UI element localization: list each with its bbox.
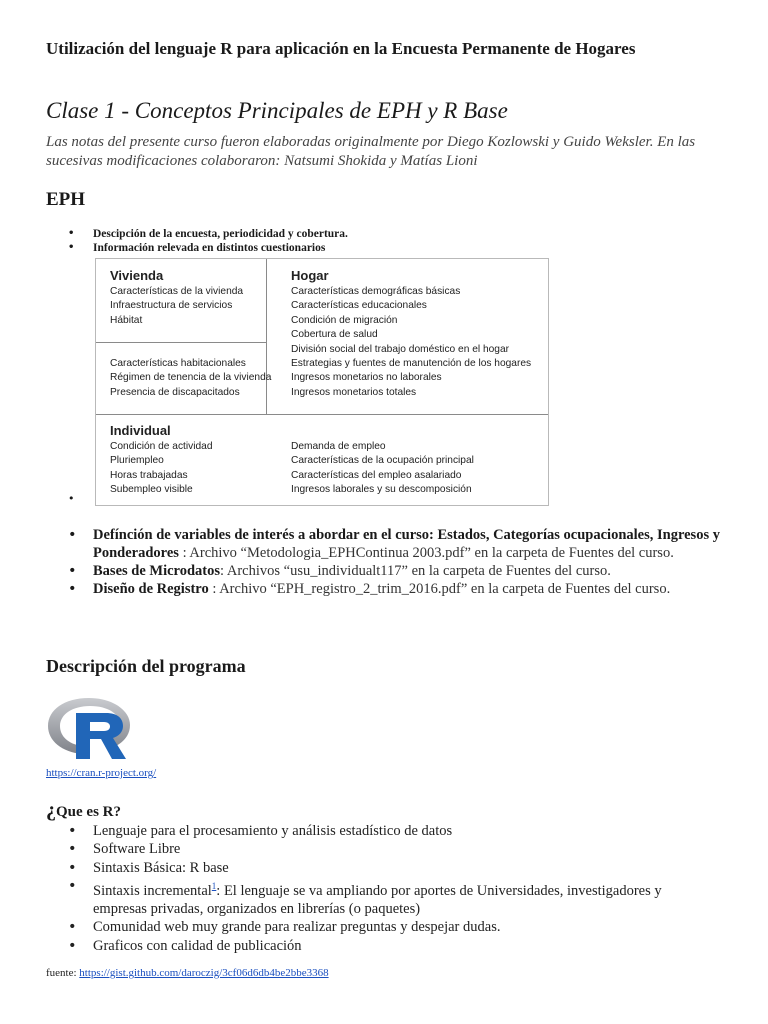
list-item-bold: Defínción de variables de interés a abordar en el curso: Estados, Categorías ocupacionales, Ingresos y Ponderadores	[93, 527, 720, 561]
questionnaire-figure	[95, 258, 549, 506]
list-item-text: Graficos con calidad de publicación	[93, 937, 302, 954]
vivienda-hogar-items	[110, 357, 271, 400]
figure-item: Características del empleo asalariado	[291, 469, 462, 481]
r-logo-icon	[46, 695, 132, 761]
list-item	[68, 937, 708, 955]
list-item-text: Lenguaje para el procesamiento y análisis estadístico de datos	[93, 823, 453, 839]
list-item	[68, 918, 708, 936]
individual-header: Individual	[110, 423, 171, 438]
list-item-bold: Descipción de la encuesta, periodicidad y cobertura	[93, 228, 346, 240]
figure-item: Condición de actividad	[110, 441, 213, 452]
figure-item: Presencia de discapacitados	[110, 386, 240, 398]
list-item-text: : El lenguaje se va ampliando por aportes de Universidades, investigadores y empresas privadas, organizados en librerías (o paquetes)	[93, 882, 662, 918]
figure-item: División social del trabajo doméstico en el hogar	[291, 343, 510, 355]
figure-item: Estrategias y fuentes de manutención de los hogares	[291, 358, 532, 370]
que-es-r-heading	[46, 800, 121, 822]
list-item-text: : Archivo “Metodologia_EPHContinua 2003.pdf” en la carpeta de Fuentes del curso.	[178, 545, 674, 561]
list-item-text: Comunidad web muy grande para realizar preguntas y despejar dudas.	[93, 919, 501, 936]
figure-item: Condición de migración	[291, 314, 398, 326]
list-item-bold: Información relevada en distintos cuestionarios	[93, 242, 326, 254]
list-item	[68, 227, 708, 241]
vivienda-items	[110, 285, 243, 328]
question-mark: ¿	[46, 799, 56, 821]
individual-items-right	[291, 440, 474, 498]
figure-item: Características de la ocupación principal	[291, 455, 474, 467]
source-link[interactable]: https://gist.github.com/daroczig/3cf06d6db4be2bbe3368	[79, 967, 329, 979]
document-title: Utilización del lenguaje R para aplicación en la Encuesta Permanente de Hogares	[46, 39, 636, 58]
figure-item: Ingresos monetarios totales	[291, 386, 417, 398]
list-item-bold: Diseño de Registro	[93, 581, 209, 597]
figure-item: Cobertura de salud	[291, 329, 378, 341]
individual-items-left	[110, 440, 213, 498]
list-item-text: .	[345, 228, 348, 240]
cran-link[interactable]: https://cran.r-project.org/	[46, 767, 157, 779]
list-item-text: Sintaxis Básica: R base	[93, 859, 229, 876]
figure-item: Ingresos laborales y su descomposición	[291, 484, 472, 496]
eph-main-list	[68, 526, 728, 598]
list-item	[68, 822, 708, 840]
source-line	[46, 967, 329, 979]
figure-item: Características de la vivienda	[110, 286, 244, 297]
list-item	[68, 859, 708, 877]
class-title: Clase 1 - Conceptos Principales de EPH y R Base	[46, 98, 508, 123]
figure-item: Infraestructura de servicios	[110, 300, 233, 312]
list-item	[68, 562, 728, 580]
divider	[96, 414, 548, 415]
section-heading-eph: EPH	[46, 189, 86, 210]
vivienda-header: Vivienda	[110, 268, 164, 283]
list-item	[68, 877, 708, 918]
credits-note: Las notas del presente curso fueron elaboradas originalmente por Diego Kozlowski y Guido Weksler. En las sucesivas modificaciones colaboraron: Natsumi Shokida y Matías Lioni	[46, 134, 696, 169]
figure-item: Pluriempleo	[110, 455, 164, 467]
figure-item: Características habitacionales	[110, 358, 246, 369]
figure-item: Horas trabajadas	[110, 469, 188, 481]
list-item	[68, 526, 728, 562]
eph-small-list	[68, 227, 708, 255]
que-es-r-list	[68, 822, 708, 955]
list-item-text: Software Libre	[93, 841, 181, 858]
empty-bullet: •	[68, 492, 75, 505]
figure-item: Hábitat	[110, 314, 143, 326]
list-item-text: Sintaxis incremental	[93, 882, 212, 899]
list-item	[68, 241, 708, 255]
list-item-text: : Archivo “EPH_registro_2_trim_2016.pdf” en la carpeta de Fuentes del curso.	[208, 581, 671, 597]
list-item	[68, 580, 728, 598]
source-label: fuente:	[46, 967, 77, 979]
divider	[96, 342, 266, 343]
hogar-header: Hogar	[291, 268, 329, 283]
list-item	[68, 840, 708, 858]
list-item-bold: Bases de Microdatos	[93, 563, 221, 579]
figure-item: Características educacionales	[291, 300, 427, 312]
list-item-text: : Archivos “usu_individualt117” en la carpeta de Fuentes del curso.	[220, 563, 611, 579]
figure-item: Ingresos monetarios no laborales	[291, 372, 442, 384]
figure-item: Subempleo visible	[110, 484, 193, 496]
section-heading-program: Descripción del programa	[46, 656, 246, 676]
que-es-r-text: Que es R?	[56, 804, 121, 820]
hogar-items	[291, 285, 531, 400]
figure-item: Demanda de empleo	[291, 441, 386, 452]
figure-item: Régimen de tenencia de la vivienda	[110, 372, 272, 384]
figure-item: Características demográficas básicas	[291, 286, 461, 297]
footnote-ref[interactable]: 1	[211, 880, 217, 891]
